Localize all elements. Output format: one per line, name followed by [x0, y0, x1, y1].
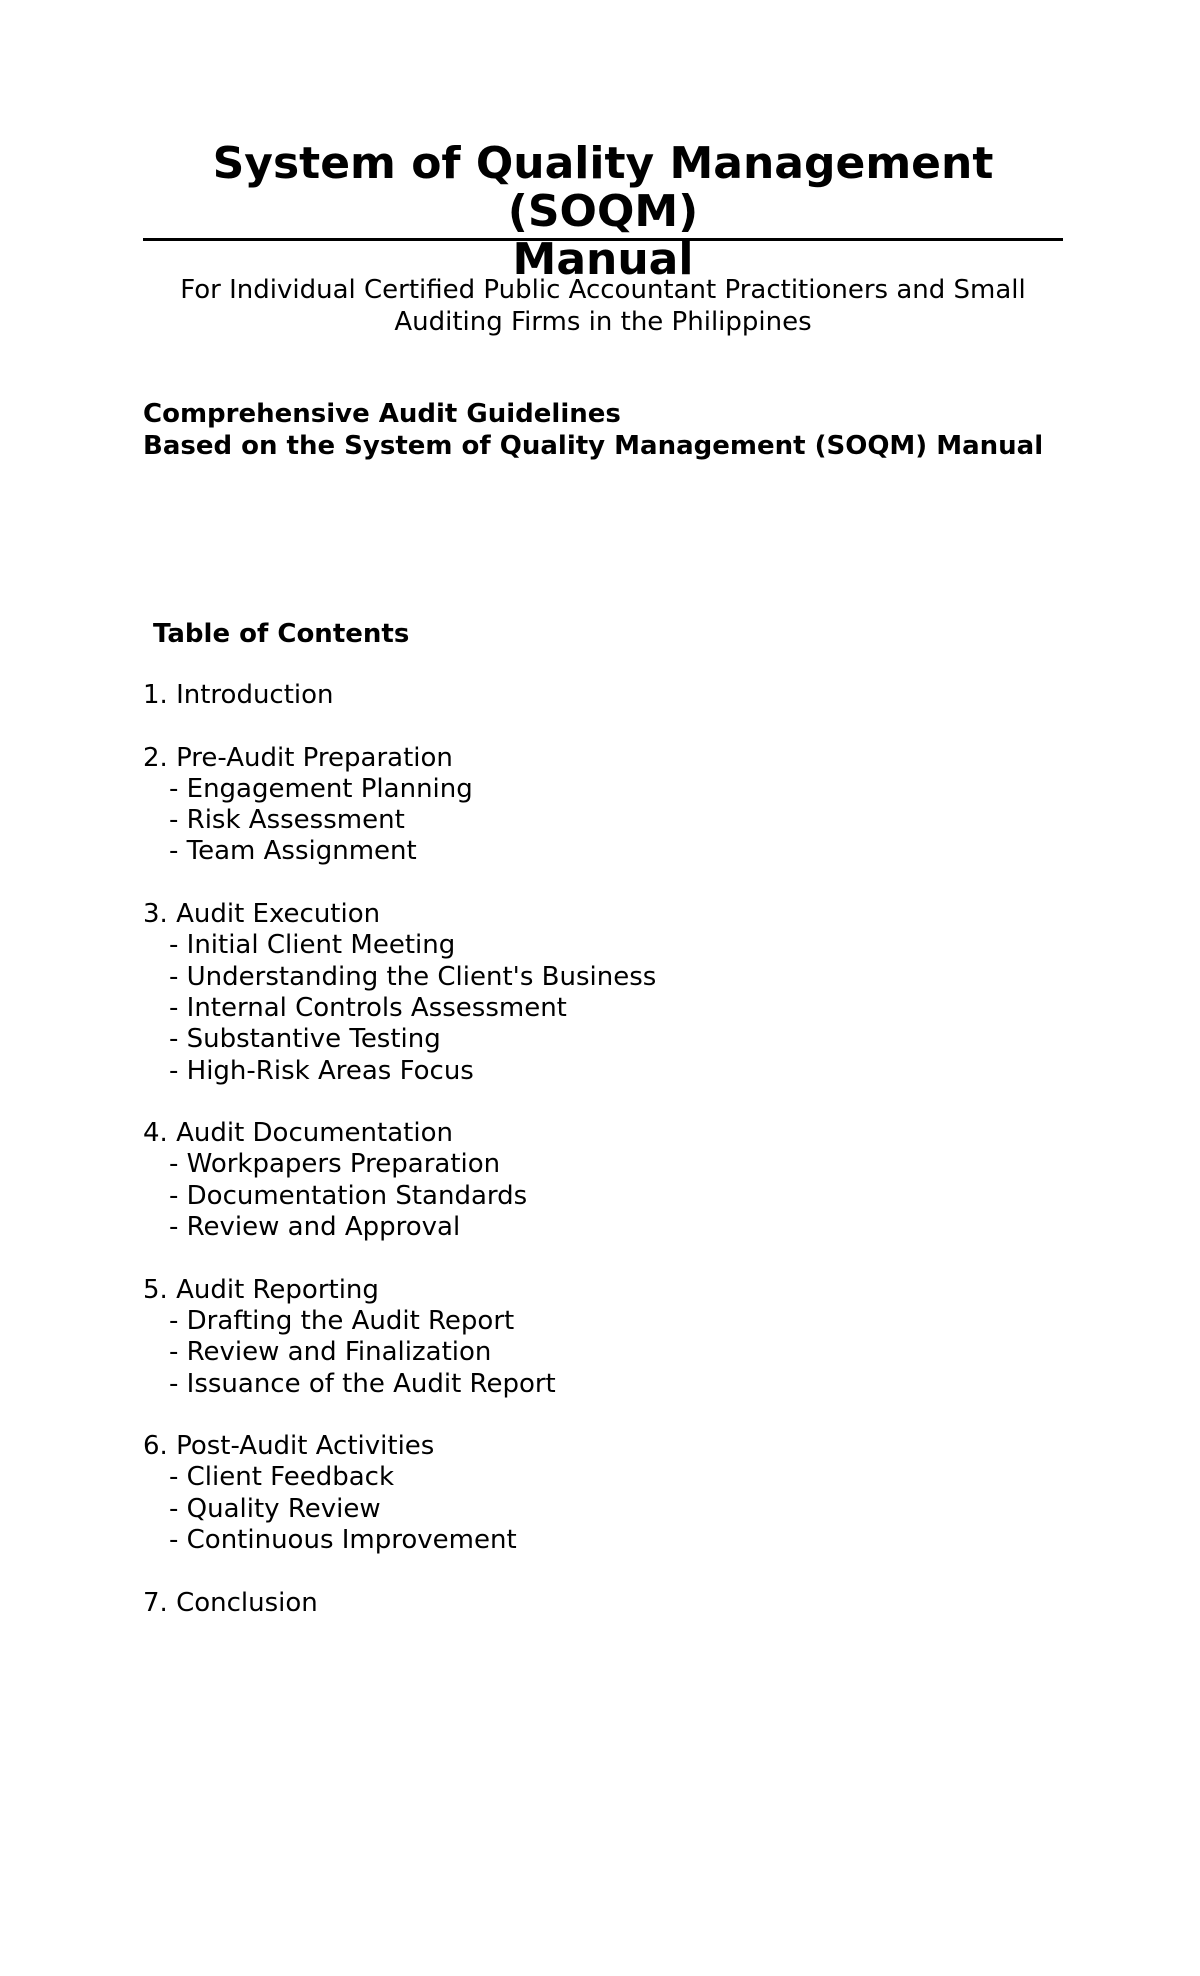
- toc-item: - Client Feedback: [169, 1462, 394, 1493]
- toc-section-introduction: [143, 680, 656, 711]
- toc-section-title: 3. Audit Execution: [143, 899, 381, 930]
- toc-item: - Review and Finalization: [169, 1337, 492, 1368]
- document-title: [143, 140, 1063, 284]
- toc-section-audit-documentation: [143, 1118, 656, 1243]
- guidelines-heading: [143, 398, 1043, 462]
- toc-item: - Review and Approval: [169, 1212, 461, 1243]
- guidelines-line-1: Comprehensive Audit Guidelines: [143, 399, 621, 429]
- toc-item: - Team Assignment: [169, 836, 417, 867]
- toc-section-post-audit: [143, 1431, 656, 1556]
- toc-item: - Substantive Testing: [169, 1024, 441, 1055]
- toc-item: - Issuance of the Audit Report: [169, 1368, 556, 1399]
- toc-item: - Internal Controls Assessment: [169, 992, 567, 1023]
- subtitle-line-2: Auditing Firms in the Philippines: [394, 307, 812, 337]
- toc-item: - Initial Client Meeting: [169, 930, 456, 961]
- toc-item: - Continuous Improvement: [169, 1525, 517, 1556]
- toc-item: - Understanding the Client's Business: [169, 961, 657, 992]
- toc-item: - Engagement Planning: [169, 773, 473, 804]
- document-subtitle: [143, 274, 1063, 338]
- toc-section-conclusion: [143, 1588, 656, 1619]
- toc-item: - Documentation Standards: [169, 1180, 528, 1211]
- toc-section-title: 7. Conclusion: [143, 1587, 318, 1618]
- toc-section-audit-execution: [143, 899, 656, 1087]
- toc-item: - High-Risk Areas Focus: [169, 1055, 474, 1086]
- table-of-contents: [143, 680, 656, 1650]
- title-line-2: Manual: [512, 234, 694, 285]
- title-line-1: System of Quality Management (SOQM): [212, 138, 994, 237]
- toc-heading: Table of Contents: [153, 619, 410, 649]
- toc-section-pre-audit: [143, 743, 656, 868]
- toc-section-title: 2. Pre-Audit Preparation: [143, 742, 453, 773]
- toc-section-audit-reporting: [143, 1275, 656, 1400]
- toc-item: - Risk Assessment: [169, 805, 405, 836]
- toc-section-title: 1. Introduction: [143, 680, 334, 710]
- toc-item: - Workpapers Preparation: [169, 1149, 501, 1180]
- toc-section-title: 6. Post-Audit Activities: [143, 1431, 435, 1462]
- toc-section-title: 4. Audit Documentation: [143, 1118, 453, 1149]
- toc-item: - Drafting the Audit Report: [169, 1305, 515, 1336]
- toc-item: - Quality Review: [169, 1493, 381, 1524]
- title-divider: [143, 238, 1063, 241]
- guidelines-line-2: Based on the System of Quality Management (SOQM) Manual: [143, 431, 1044, 461]
- subtitle-line-1: For Individual Certified Public Accountant Practitioners and Small: [180, 275, 1026, 305]
- toc-section-title: 5. Audit Reporting: [143, 1274, 379, 1305]
